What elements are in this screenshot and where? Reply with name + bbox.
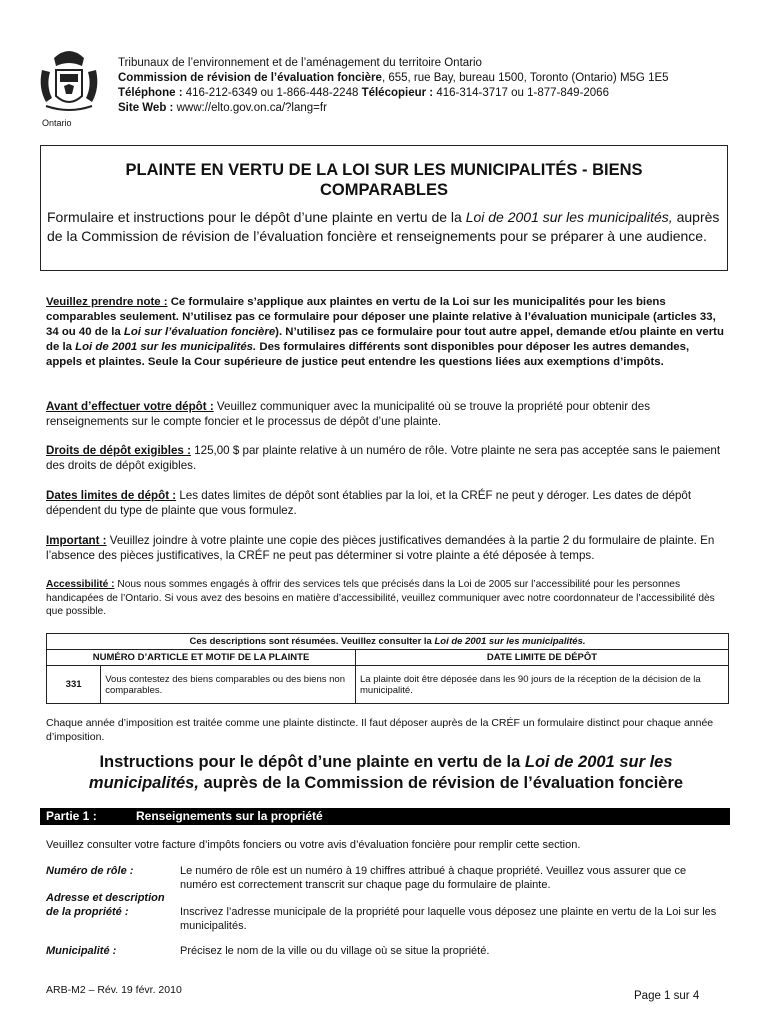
field-text-roll-number: Le numéro de rôle est un numéro à 19 chiffres attribué à chaque propriété. Veuillez vous assurer que ce numéro est correctement transcrit sur chaque page du formulaire de plainte. xyxy=(180,865,687,891)
page-number: Page 1 sur 4 xyxy=(634,990,700,1002)
table-cell-motif: Vous contestez des biens comparables ou des biens non comparables. xyxy=(101,666,356,704)
tax-year-note: Chaque année d’imposition est traitée comme une plainte distincte. Il faut déposer auprès de la CRÉF un formulaire distinct pour chaque année d’imposition. xyxy=(46,717,714,743)
deadlines-paragraph: Dates limites de dépôt : Les dates limites de dépôt sont établies par la loi, et la CRÉF ne peut y déroger. Les dates de dépôt dépendent du type de plainte que vous formulez. xyxy=(46,489,692,517)
filing-fees-paragraph: Droits de dépôt exigibles : 125,00 $ par plainte relative à un numéro de rôle. Votre plainte ne sera pas acceptée sans le paiement des droits de dépôt exigibles. xyxy=(46,444,721,472)
header-line-phone: Téléphone : 416-212-6349 ou 1-866-448-2248 Télécopieur : 416-314-3717 ou 1-877-849-2066 xyxy=(118,87,609,99)
form-title-box xyxy=(40,145,728,271)
ontario-coat-of-arms-logo xyxy=(34,40,104,130)
instructions-title: Instructions pour le dépôt d’une plainte en vertu de la Loi de 2001 sur les municipalités, auprès de la Commission de révision de l’évaluation foncière xyxy=(88,753,684,792)
field-label-address: Adresse et description de la propriété : xyxy=(46,892,165,918)
before-filing-paragraph: Avant d’effectuer votre dépôt : Veuillez communiquer avec la municipalité où se trouve la propriété pour obtenir des renseignements sur le compte foncier et le processus de dépôt d’une plainte. xyxy=(46,400,650,428)
field-label-roll-number: Numéro de rôle : xyxy=(46,865,134,877)
header-address-block xyxy=(118,56,669,116)
table-header-deadline: DATE LIMITE DE DÉPÔT xyxy=(356,650,729,666)
logo-ontario-label: Ontario xyxy=(42,118,72,128)
header-line-website: Site Web : www://elto.gov.on.ca/?lang=fr xyxy=(118,102,327,114)
part1-header-bar xyxy=(40,808,730,825)
table-cell-article-number: 331 xyxy=(47,666,101,704)
table-header-article: NUMÉRO D’ARTICLE ET MOTIF DE LA PLAINTE xyxy=(47,650,356,666)
table-row xyxy=(47,666,729,704)
part1-label: Partie 1 : xyxy=(46,809,97,823)
table-caption: Ces descriptions sont résumées. Veuillez consulter la Loi de 2001 sur les municipalités. xyxy=(47,634,729,650)
field-label-municipality: Municipalité : xyxy=(46,945,117,957)
part1-intro: Veuillez consulter votre facture d’impôts fonciers ou votre avis d’évaluation foncière pour remplir cette section. xyxy=(46,839,581,851)
header-line-tribunal: Tribunaux de l’environnement et de l’aménagement du territoire Ontario xyxy=(118,57,482,69)
important-note: Veuillez prendre note : Ce formulaire s’applique aux plaintes en vertu de la Loi sur les municipalités pour les biens comparables seulement. N’utilisez pas ce formulaire pour déposer une plainte relative à l’évaluation municipale (articles 33, 34 ou 40 de la Loi sur l’évaluation foncière). N’utilisez pas ce formulaire pour tout autre appel, demande et/ou plainte en vertu de la Loi de 2001 sur les municipalités. Des formulaires différents sont disponibles pour déposer les autres demandes, appels et plaintes. Seule la Cour supérieure de justice peut entendre les questions liées aux exemptions d’impôts. xyxy=(46,296,724,368)
form-title: PLAINTE EN VERTU DE LA LOI SUR LES MUNICIPALITÉS - BIENS COMPARABLES xyxy=(125,161,643,199)
header-line-commission: Commission de révision de l’évaluation foncière, 655, rue Bay, bureau 1500, Toronto (Ontario) M5G 1E5 xyxy=(118,72,669,84)
deadline-table xyxy=(46,633,729,704)
important-paragraph: Important : Veuillez joindre à votre plainte une copie des pièces justificatives demandées à la partie 2 du formulaire de plainte. En l’absence des pièces justificatives, la CRÉF ne peut pas déterminer si votre plainte a été déposée à temps. xyxy=(46,534,715,562)
part1-title: Renseignements sur la propriété xyxy=(136,809,323,823)
form-subtitle: Formulaire et instructions pour le dépôt d’une plainte en vertu de la Loi de 2001 sur les municipalités, auprès de la Commission de révision de l’évaluation foncière et renseignements pour se préparer à une audience. xyxy=(47,209,720,244)
field-text-address: Inscrivez l’adresse municipale de la propriété pour laquelle vous déposez une plainte en vertu de la Loi sur les municipalités. xyxy=(180,906,717,932)
form-code: ARB-M2 – Rév. 19 févr. 2010 xyxy=(46,984,182,996)
field-text-municipality: Précisez le nom de la ville ou du village où se situe la propriété. xyxy=(180,945,490,957)
accessibility-paragraph: Accessibilité : Nous nous sommes engagés à offrir des services tels que précisés dans la Loi de 2005 sur l’accessibilité pour les personnes handicapées de l’Ontario. Si vous avez des besoins en matière d’accessibilité, veuillez communiquer avec notre coordonnateur de l’accessibilité dès que possible. xyxy=(46,579,715,617)
table-cell-deadline: La plainte doit être déposée dans les 90 jours de la réception de la décision de la municipalité. xyxy=(356,666,729,704)
